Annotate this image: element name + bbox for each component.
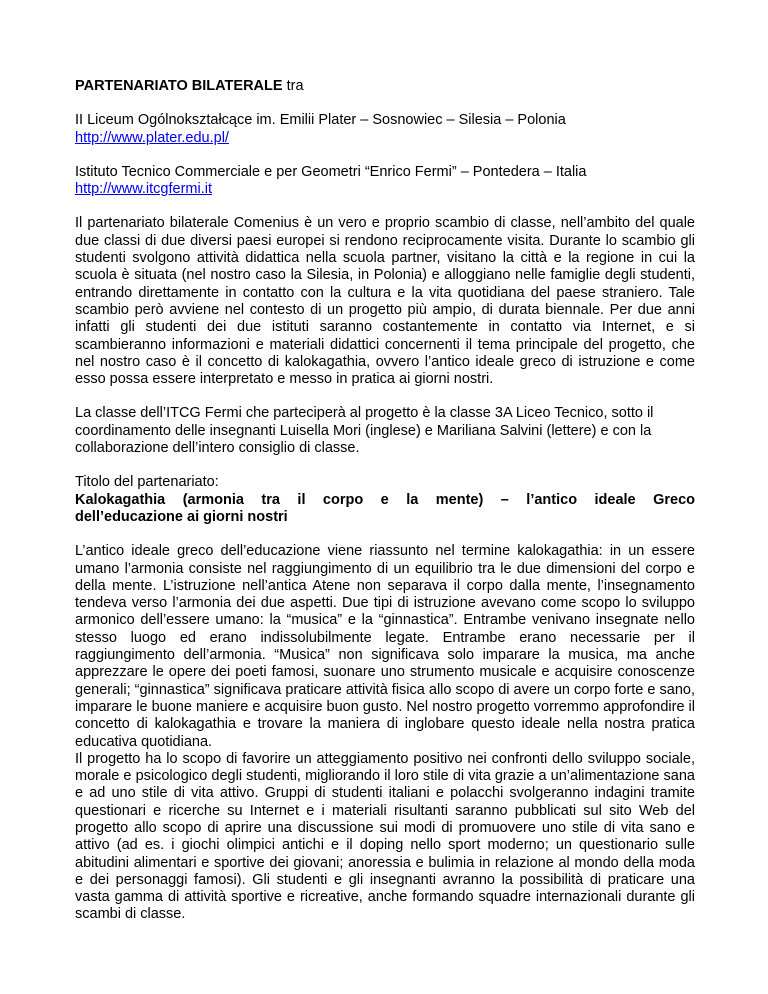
document-page — [75, 78, 695, 924]
partnership-title-block — [75, 474, 695, 526]
school2-name: Istituto Tecnico Commerciale e per Geometri “Enrico Fermi” – Pontedera – Italia — [75, 163, 587, 180]
title-line-1: Kalokagathia (armonia tra il corpo e la mente) – l’antico ideale Greco — [75, 491, 695, 508]
paragraph-intro: Il partenariato bilaterale Comenius è un vero e proprio scambio di classe, nell’ambito del quale due classi di due diversi paesi europei si rendono reciprocamente visita. Durante lo scambio gli studenti svolgono attività didattica nella scuola partner, visitano la città e la regione in cui la scuola è situata (nel nostro caso la Silesia, in Polonia) e alloggiano nelle famiglie degli studenti, entrando direttamente in contatto con la cultura e la vita quotidiana del paese straniero. Tale scambio però avviene nel contesto di un progetto più ampio, di durata biennale. Per due anni infatti gli studenti dei due istituti saranno costantemente in contatto via Internet, e si scambieranno informazioni e materiali didattici concernenti il tema principale del progetto, che nel nostro caso è il concetto di kalokagathia, ovvero l’antico ideale greco di istruzione e come esso possa essere interpretato e messo in pratica ai giorni nostri. — [75, 215, 695, 388]
school1-link[interactable]: http://www.plater.edu.pl/ — [75, 129, 229, 146]
paragraph-project: Il progetto ha lo scopo di favorire un atteggiamento positivo nei confronti dello sviluppo sociale, morale e psicologico degli studenti, migliorando il loro stile di vita grazie a un’alimentazione sana e ad uno stile di vita attivo. Gruppi di studenti italiani e polacchi svolgeranno indagini tramite questionari e ricerche su Internet e i materiali risultanti saranno pubblicati sul sito Web del progetto allo scopo di aprire una discussione sui modi di promuovere uno stile di vita sano e attivo (ad es. i giochi olimpici antichi e il doping nello sport moderno; un questionario sulle abitudini alimentari e sportive dei giovani; anoressia e bulimia in relazione al mondo della moda e dei personaggi famosi). Gli studenti e gli insegnanti avranno la possibilità di praticare una vasta gamma di attività sportive e ricreative, anche formando squadre internazionali durante gli scambi di classe. — [75, 750, 695, 923]
title-line-2: dell’educazione ai giorni nostri — [75, 508, 288, 525]
paragraph-class: La classe dell’ITCG Fermi che parteciperà al progetto è la classe 3A Liceo Tecnico, sotto il coordinamento delle insegnanti Luisella Mori (inglese) e Mariliana Salvini (lettere) e con la collaborazione dell’intero consiglio di classe. — [75, 405, 654, 457]
school-block-1 — [75, 112, 695, 147]
school-block-2 — [75, 164, 695, 199]
heading-bold: PARTENARIATO BILATERALE — [75, 78, 283, 94]
paragraph-kalokagathia: L’antico ideale greco dell’educazione viene riassunto nel termine kalokagathia: in un essere umano l’armonia consiste nel raggiungimento di un equilibrio tra le due dimensioni del corpo e della mente. L’istruzione nell’antica Atene non separava il corpo dalla mente, l’insegnamento tendeva verso l’armonia dei due aspetti. Due tipi di istruzione avevano come scopo lo sviluppo armonico dell’essere umano: la “musica” e la “ginnastica”. Entrambe venivano insegnate nello stesso luogo ed erano indissolubilmente legate. Entrambe erano necessarie per il raggiungimento dell’armonia. “Musica” non significava solo imparare la musica, ma anche apprezzare le opere dei poeti famosi, suonare uno strumento musicale e acquisire conoscenze generali; “ginnastica” significava praticare attività fisica allo scopo di avere un corpo forte e sano, imparare le buone maniere e acquisire buon gusto. Nel nostro progetto vorremmo approfondire il concetto di kalokagathia e trovare la maniera di inglobare questo ideale nella nostra pratica educativa quotidiana. — [75, 543, 695, 750]
heading-rest: tra — [282, 78, 304, 94]
document-heading — [75, 78, 695, 95]
school1-name: II Liceum Ogólnokształcące im. Emilii Plater – Sosnowiec – Silesia – Polonia — [75, 112, 566, 129]
school2-link[interactable]: http://www.itcgfermi.it — [75, 181, 212, 198]
title-label: Titolo del partenariato: — [75, 474, 219, 491]
